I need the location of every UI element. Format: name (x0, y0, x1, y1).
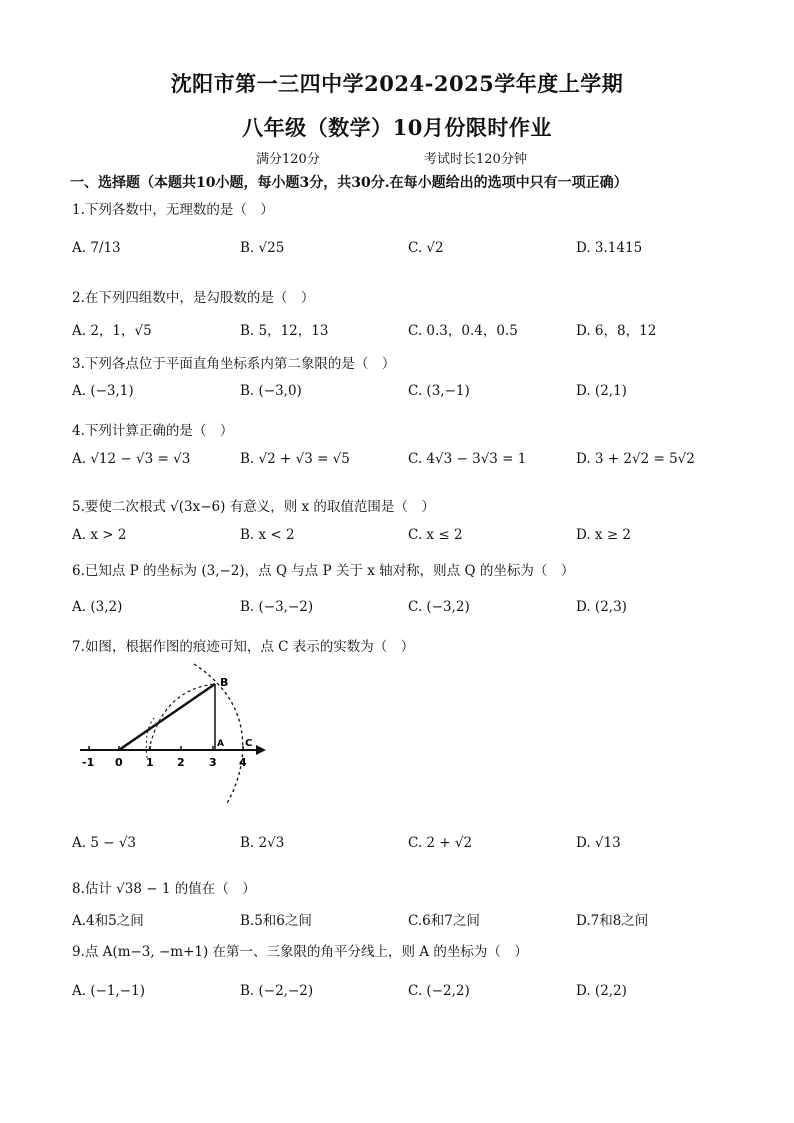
q1-option-b: B. √25 (240, 240, 285, 256)
q5-option-d: D. x ≥ 2 (576, 527, 632, 543)
construction-diagram (74, 660, 274, 810)
q2-option-c: C. 0.3，0.4，0.5 (408, 323, 518, 339)
q8-option-a: A.4和5之间 (72, 913, 144, 929)
q1-option-c: C. √2 (408, 240, 444, 256)
question-5: 5.要使二次根式 √(3x−6) 有意义，则 x 的取值范围是（ ） (72, 499, 435, 515)
q8-option-b: B.5和6之间 (240, 913, 312, 929)
tick-label-4: 4 (239, 756, 247, 769)
q6-option-a: A. (3,2) (72, 599, 123, 615)
q1-option-d: D. 3.1415 (576, 240, 643, 256)
q9-option-d: D. (2,2) (576, 983, 627, 999)
full-score: 满分120分 (256, 152, 320, 167)
q3-option-d: D. (2,1) (576, 383, 627, 399)
question-2: 2.在下列四组数中，是勾股数的是（ ） (72, 290, 315, 306)
exam-duration: 考试时长120分钟 (424, 152, 527, 167)
number-line-figure (74, 660, 274, 810)
q3-option-a: A. (−3,1) (72, 383, 134, 399)
q7-option-d: D. √13 (576, 835, 621, 851)
q4-option-c: C. 4√3 − 3√3 = 1 (408, 451, 527, 467)
label-B: B (220, 676, 229, 689)
q7-option-c: C. 2 + √2 (408, 835, 473, 851)
q9-option-c: C. (−2,2) (408, 983, 470, 999)
q8-option-c: C.6和7之间 (408, 913, 480, 929)
q2-option-b: B. 5，12，13 (240, 323, 329, 339)
arc-construction-3 (146, 718, 154, 758)
q2-option-d: D. 6，8，12 (576, 323, 657, 339)
q1-option-a: A. 7/13 (72, 240, 121, 256)
q7-option-b: B. 2√3 (240, 835, 285, 851)
tick-label-neg1: -1 (82, 756, 95, 769)
question-3: 3.下列各点位于平面直角坐标系内第二象限的是（ ） (72, 356, 396, 372)
q9-option-a: A. (−1,−1) (72, 983, 145, 999)
question-4: 4.下列计算正确的是（ ） (72, 423, 234, 439)
tick-label-1: 1 (146, 756, 154, 769)
tick-label-2: 2 (177, 756, 185, 769)
axis-arrow-icon (256, 745, 266, 755)
q4-option-a: A. √12 − √3 = √3 (72, 451, 191, 467)
q5-option-a: A. x > 2 (72, 527, 127, 543)
arc-construction-2 (194, 664, 243, 805)
tick-label-0: 0 (115, 756, 123, 769)
q2-option-a: A. 2，1，√5 (72, 323, 152, 339)
q6-option-b: B. (−3,−2) (240, 599, 314, 615)
label-A: A (217, 739, 224, 749)
question-9: 9.点 A(m−3, −m+1) 在第一、三象限的角平分线上，则 A 的坐标为（ ） (72, 944, 528, 960)
q3-option-c: C. (3,−1) (408, 383, 470, 399)
q4-option-b: B. √2 + √3 = √5 (240, 451, 350, 467)
section-heading: 一、选择题（本题共10小题，每小题3分，共30分.在每小题给出的选项中只有一项正确） (70, 175, 628, 191)
q5-option-c: C. x ≤ 2 (408, 527, 463, 543)
q3-option-b: B. (−3,0) (240, 383, 302, 399)
q5-option-b: B. x < 2 (240, 527, 295, 543)
q4-option-d: D. 3 + 2√2 = 5√2 (576, 451, 695, 467)
segment-OB (119, 684, 215, 750)
label-C: C (245, 738, 253, 749)
question-8: 8.估计 √38 − 1 的值在（ ） (72, 881, 256, 897)
q9-option-b: B. (−2,−2) (240, 983, 314, 999)
question-1: 1.下列各数中，无理数的是（ ） (72, 202, 274, 218)
question-6: 6.已知点 P 的坐标为 (3,−2)，点 Q 与点 P 关于 x 轴对称，则点 Q 的坐标为（ ） (72, 563, 575, 579)
arc-construction-1 (149, 684, 215, 750)
question-7: 7.如图，根据作图的痕迹可知，点 C 表示的实数为（ ） (72, 639, 415, 655)
q7-option-a: A. 5 − √3 (72, 835, 137, 851)
q6-option-c: C. (−3,2) (408, 599, 470, 615)
exam-subtitle: 八年级（数学）10月份限时作业 (242, 115, 552, 140)
exam-title: 沈阳市第一三四中学2024-2025学年度上学期 (170, 71, 624, 96)
tick-label-3: 3 (209, 756, 217, 769)
q6-option-d: D. (2,3) (576, 599, 627, 615)
q8-option-d: D.7和8之间 (576, 913, 649, 929)
